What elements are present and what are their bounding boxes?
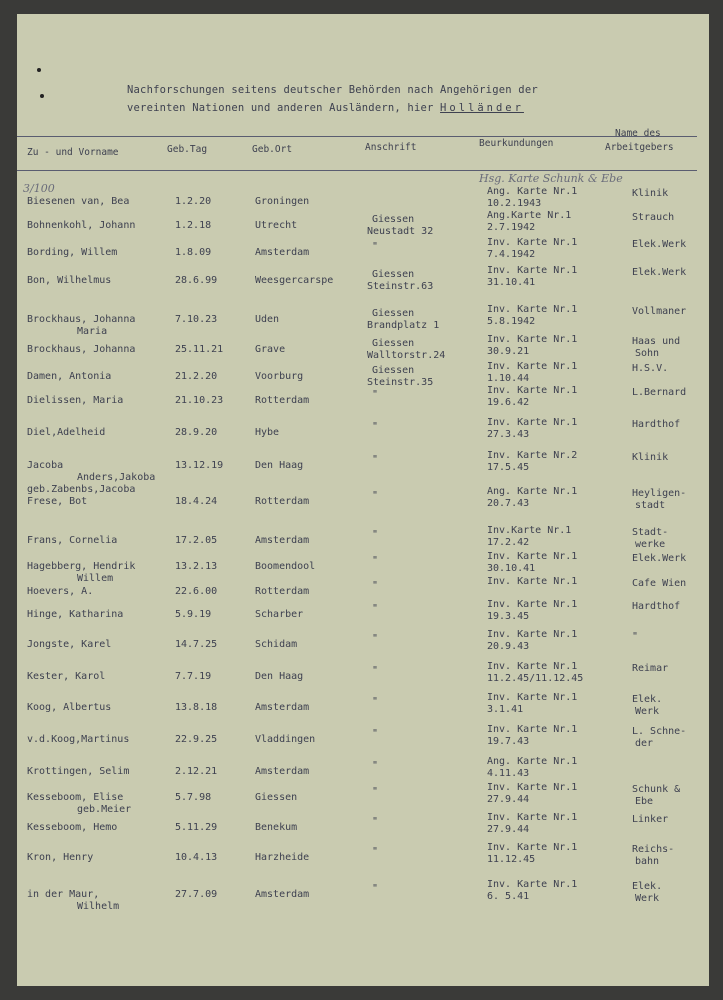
row-record: Inv. Karte Nr.1 [487,417,578,428]
row-record-date: 19.6.42 [487,397,530,408]
header-line-2 [127,102,524,114]
row-name: v.d.Koog,Martinus [27,734,130,745]
row-name: Jacoba [27,460,64,471]
row-name: Frans, Cornelia [27,535,118,546]
row-employer-2: werke [635,539,666,550]
row-name: in der Maur, [27,889,100,900]
row-record-date: 11.2.45/11.12.45 [487,673,584,684]
row-employer: Stadt- [632,527,669,538]
row-employer: Reimar [632,663,669,674]
row-address: " [372,490,379,501]
row-employer-2: der [635,738,654,749]
row-birth-date: 28.6.99 [175,275,218,286]
row-record: Inv. Karte Nr.1 [487,782,578,793]
row-record-date: 27.9.44 [487,824,530,835]
row-birth-date: 25.11.21 [175,344,224,355]
row-record: Inv.Karte Nr.1 [487,525,572,536]
row-birth-place: Harzheide [255,852,310,863]
row-birth-place: Rotterdam [255,395,310,406]
row-address: " [372,580,379,591]
row-employer: Vollmaner [632,306,687,317]
row-birth-place: Rotterdam [255,496,310,507]
row-record: Inv. Karte Nr.1 [487,812,578,823]
row-employer: Reichs- [632,844,675,855]
row-employer: L.Bernard [632,387,687,398]
row-record: Ang. Karte Nr.1 [487,756,578,767]
row-record-date: 20.7.43 [487,498,530,509]
row-birth-place: Weesgercarspe [255,275,334,286]
document-sheet [17,14,709,986]
row-address: Giessen [372,338,415,349]
row-employer-2: stadt [635,500,666,511]
row-name: Kesseboom, Hemo [27,822,118,833]
row-record: Inv. Karte Nr.1 [487,842,578,853]
row-birth-place: Uden [255,314,280,325]
row-birth-place: Utrecht [255,220,298,231]
row-birth-date: 21.10.23 [175,395,224,406]
row-birth-date: 1.2.18 [175,220,212,231]
row-record-date: 30.9.21 [487,346,530,357]
row-address: " [372,696,379,707]
row-employer: " [632,631,639,642]
header-rule-top [17,136,697,137]
row-address-2: Neustadt 32 [367,226,434,237]
row-address: Giessen [372,308,415,319]
row-employer-2: Werk [635,893,660,904]
header-rule-bottom [17,170,697,171]
col-header-geb-ort: Geb.Ort [252,144,293,155]
row-birth-date: 13.2.13 [175,561,218,572]
row-record: Inv. Karte Nr.1 [487,334,578,345]
row-address: " [372,529,379,540]
row-birth-place: Amsterdam [255,535,310,546]
row-birth-place: Giessen [255,792,298,803]
row-birth-place: Amsterdam [255,247,310,258]
row-name-2: Anders,Jakoba [77,472,156,483]
row-record-date: 19.7.43 [487,736,530,747]
row-employer: Hardthof [632,601,681,612]
row-record-date: 5.8.1942 [487,316,536,327]
row-birth-place: Den Haag [255,671,304,682]
row-employer: Schunk & [632,784,681,795]
row-birth-place: Schidam [255,639,298,650]
row-address: Giessen [372,214,415,225]
row-birth-place: Amsterdam [255,702,310,713]
row-name: Hagebberg, Hendrik [27,561,136,572]
row-address: " [372,665,379,676]
row-name: Biesenen van, Bea [27,196,130,207]
row-record-date: 2.7.1942 [487,222,536,233]
row-name: Hinge, Katharina [27,609,124,620]
col-header-arbeitgeber-2: Arbeitgebers [605,142,674,153]
row-name-3: geb.Zabenbs,Jacoba [27,484,136,495]
row-record: Inv. Karte Nr.1 [487,661,578,672]
row-birth-place: Hybe [255,427,280,438]
row-record-date: 4.11.43 [487,768,530,779]
row-record-date: 11.12.45 [487,854,536,865]
row-address: " [372,846,379,857]
row-birth-place: Den Haag [255,460,304,471]
row-employer-2: Sohn [635,348,660,359]
row-record: Inv. Karte Nr.1 [487,879,578,890]
header-line-2-prefix: vereinten Nationen und anderen Ausländern, hier [127,102,434,114]
row-birth-place: Voorburg [255,371,304,382]
row-employer: Strauch [632,212,675,223]
row-record: Ang.Karte Nr.1 [487,210,572,221]
col-header-name: Zu - und Vorname [27,147,119,158]
row-birth-place: Scharber [255,609,304,620]
row-address-2: Steinstr.35 [367,377,434,388]
row-employer: Elek.Werk [632,267,687,278]
row-name: Kron, Henry [27,852,94,863]
handwritten-number: 3/100 [23,182,55,195]
row-record-date: 1.10.44 [487,373,530,384]
row-name-2: Wilhelm [77,901,120,912]
row-employer: Linker [632,814,669,825]
row-address: " [372,421,379,432]
row-address: Giessen [372,269,415,280]
row-name: Kester, Karol [27,671,106,682]
row-birth-date: 1.8.09 [175,247,212,258]
row-employer-2: Ebe [635,796,654,807]
row-address: " [372,389,379,400]
row-birth-date: 5.11.29 [175,822,218,833]
row-name-2: Maria [77,326,108,337]
row-birth-date: 10.4.13 [175,852,218,863]
row-birth-date: 5.7.98 [175,792,212,803]
row-record-date: 7.4.1942 [487,249,536,260]
row-employer: Hardthof [632,419,681,430]
row-birth-date: 17.2.05 [175,535,218,546]
row-birth-place: Amsterdam [255,889,310,900]
row-birth-date: 28.9.20 [175,427,218,438]
row-record: Inv. Karte Nr.1 [487,692,578,703]
row-birth-date: 2.12.21 [175,766,218,777]
row-address-2: Walltorstr.24 [367,350,446,361]
row-record: Inv. Karte Nr.1 [487,265,578,276]
row-birth-place: Boomendool [255,561,316,572]
row-employer: Elek. [632,881,663,892]
row-record: Inv. Karte Nr.1 [487,599,578,610]
row-employer: L. Schne- [632,726,687,737]
row-record-date: 17.2.42 [487,537,530,548]
row-name: Diel,Adelheid [27,427,106,438]
row-employer: Klinik [632,188,669,199]
row-record-date: 17.5.45 [487,462,530,473]
row-name: Bohnenkohl, Johann [27,220,136,231]
handwritten-annotation: Hsg. Karte Schunk & Ebe [479,172,623,185]
row-record: Ang. Karte Nr.1 [487,186,578,197]
row-birth-place: Grave [255,344,286,355]
row-name: Dielissen, Maria [27,395,124,406]
row-name: Damen, Antonia [27,371,112,382]
row-name: Bording, Willem [27,247,118,258]
row-employer: Haas und [632,336,681,347]
row-address: " [372,760,379,771]
punch-hole-mark [37,68,41,72]
row-record: Inv. Karte Nr.2 [487,450,578,461]
row-address: " [372,454,379,465]
row-name: Frese, Bot [27,496,88,507]
header-line-1: Nachforschungen seitens deutscher Behörden nach Angehörigen der [127,84,538,96]
row-birth-date: 22.6.00 [175,586,218,597]
row-address: " [372,241,379,252]
row-name: Koog, Albertus [27,702,112,713]
row-birth-date: 27.7.09 [175,889,218,900]
row-employer: Cafe Wien [632,578,687,589]
punch-hole-mark [40,94,44,98]
row-birth-date: 18.4.24 [175,496,218,507]
row-address: " [372,728,379,739]
row-name: Brockhaus, Johanna [27,314,136,325]
row-name-2: geb.Meier [77,804,132,815]
row-birth-date: 5.9.19 [175,609,212,620]
row-record-date: 10.2.1943 [487,198,542,209]
header-highlight: Holländer [440,102,524,114]
row-record-date: 31.10.41 [487,277,536,288]
row-birth-date: 14.7.25 [175,639,218,650]
row-birth-date: 7.7.19 [175,671,212,682]
row-record: Inv. Karte Nr.1 [487,237,578,248]
row-address: " [372,816,379,827]
row-address: " [372,883,379,894]
row-address: " [372,633,379,644]
row-record: Inv. Karte Nr.1 [487,304,578,315]
row-employer: Elek.Werk [632,239,687,250]
row-birth-date: 13.12.19 [175,460,224,471]
row-name: Bon, Wilhelmus [27,275,112,286]
row-name: Krottingen, Selim [27,766,130,777]
row-record-date: 27.3.43 [487,429,530,440]
row-address: " [372,786,379,797]
row-birth-place: Benekum [255,822,298,833]
row-address-2: Brandplatz 1 [367,320,440,331]
row-name: Jongste, Karel [27,639,112,650]
row-employer: H.S.V. [632,363,669,374]
col-header-anschrift: Anschrift [365,142,417,153]
row-record: Inv. Karte Nr.1 [487,629,578,640]
row-record: Ang. Karte Nr.1 [487,486,578,497]
row-record: Inv. Karte Nr.1 [487,576,578,587]
row-record-date: 3.1.41 [487,704,524,715]
row-birth-place: Rotterdam [255,586,310,597]
row-name: Brockhaus, Johanna [27,344,136,355]
row-birth-place: Amsterdam [255,766,310,777]
row-record-date: 20.9.43 [487,641,530,652]
row-employer: Heyligen- [632,488,687,499]
row-employer: Elek. [632,694,663,705]
row-name: Kesseboom, Elise [27,792,124,803]
row-employer-2: Werk [635,706,660,717]
row-name: Hoevers, A. [27,586,94,597]
row-address: Giessen [372,365,415,376]
row-record: Inv. Karte Nr.1 [487,361,578,372]
row-employer: Klinik [632,452,669,463]
row-birth-date: 21.2.20 [175,371,218,382]
row-birth-place: Groningen [255,196,310,207]
row-record-date: 19.3.45 [487,611,530,622]
row-address-2: Steinstr.63 [367,281,434,292]
row-address: " [372,555,379,566]
row-record: Inv. Karte Nr.1 [487,551,578,562]
row-birth-date: 13.8.18 [175,702,218,713]
row-birth-date: 22.9.25 [175,734,218,745]
row-record-date: 27.9.44 [487,794,530,805]
row-address: " [372,603,379,614]
row-employer-2: bahn [635,856,660,867]
col-header-beurkundungen: Beurkundungen [479,138,554,149]
row-record: Inv. Karte Nr.1 [487,724,578,735]
col-header-arbeitgeber-1: Name des [615,128,661,139]
col-header-geb-tag: Geb.Tag [167,144,208,155]
row-birth-date: 7.10.23 [175,314,218,325]
row-name-2: Willem [77,573,114,584]
row-employer: Elek.Werk [632,553,687,564]
row-record-date: 6. 5.41 [487,891,530,902]
row-record-date: 30.10.41 [487,563,536,574]
row-record: Inv. Karte Nr.1 [487,385,578,396]
row-birth-date: 1.2.20 [175,196,212,207]
row-birth-place: Vladdingen [255,734,316,745]
